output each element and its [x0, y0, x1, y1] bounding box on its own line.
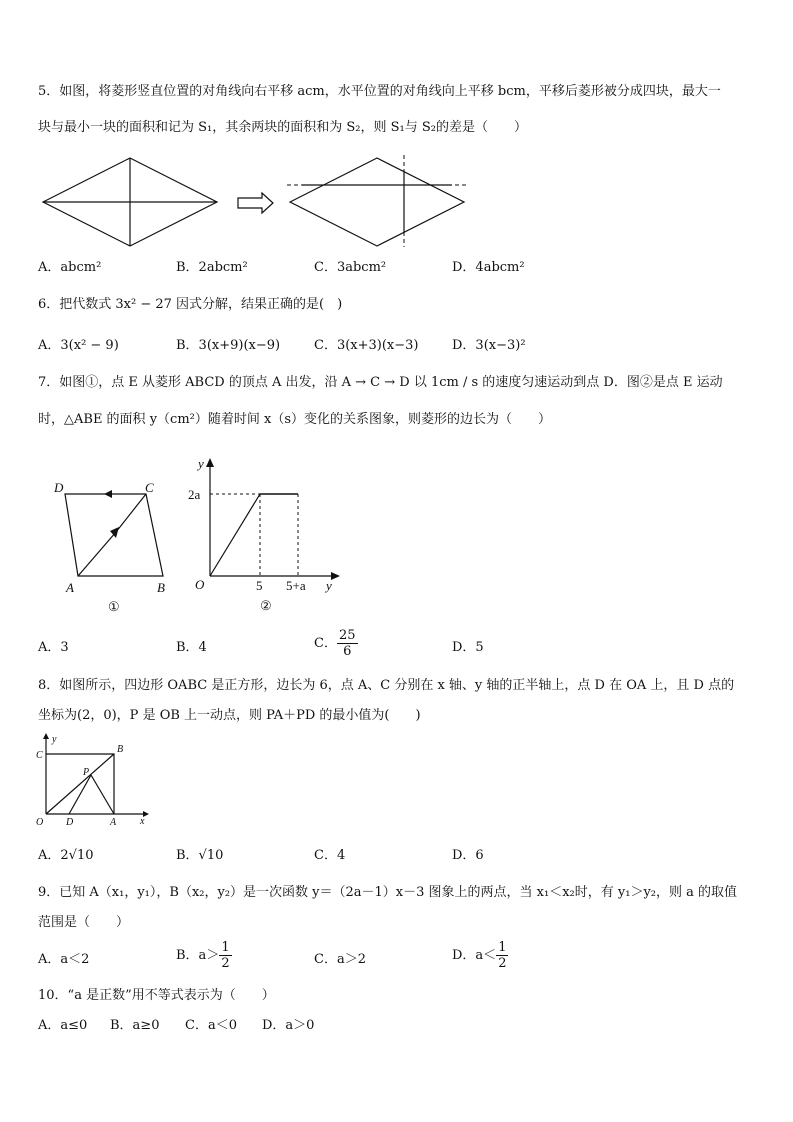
q7-label-c: C: [145, 480, 154, 495]
q8-label-a: A: [110, 817, 117, 827]
q9-option-d-prefix: D．a＜: [452, 948, 497, 963]
q9-option-d[interactable]: [452, 940, 508, 971]
q7-arrow-head-diagonal: [110, 527, 119, 538]
q8-label-d: D: [66, 817, 74, 827]
q7-label-b: B: [157, 580, 165, 595]
q8-stem-line2: 坐标为(2，0)，P 是 OB 上一动点，则 PA＋PD 的最小值为( ): [38, 708, 421, 723]
q10-option-d[interactable]: D．a＞0: [262, 1018, 315, 1033]
q9-stem-line2: 范围是（ ）: [38, 915, 130, 930]
q8-option-a[interactable]: A．2√10: [38, 848, 94, 863]
q6-option-d[interactable]: D．3(x−3)²: [452, 338, 526, 353]
q6-option-b[interactable]: B．3(x+9)(x−9): [176, 338, 281, 353]
q7-graph-y-tick: 2a: [188, 487, 201, 502]
q9-option-b-prefix: B．a＞: [176, 948, 220, 963]
q7-option-c-prefix: C．: [314, 636, 337, 651]
q5-rhombus-shifted: [287, 155, 467, 247]
q6-option-a[interactable]: A．3(x² − 9): [38, 338, 119, 353]
q9-stem-line1: 9．已知 A（x₁，y₁），B（x₂，y₂）是一次函数 y＝（2a－1）x－3 图象上的两点，当 x₁＜x₂时，有 y₁＞y₂，则 a 的取值: [38, 885, 738, 900]
q9-option-d-denominator: 2: [498, 956, 507, 971]
q7-graph-y-axis: y: [198, 456, 204, 471]
q7-label-d: D: [54, 480, 64, 495]
q7-graph-x-tick-5a: 5+a: [286, 578, 306, 593]
q8-label-b: B: [117, 744, 124, 755]
q6-stem: 6．把代数式 3x² − 27 因式分解，结果正确的是( ): [38, 297, 343, 312]
q7-graph-x-tick-5: 5: [256, 578, 263, 593]
q8-stem-line1: 8．如图所示，四边形 OABC 是正方形，边长为 6，点 A、C 分别在 x 轴、y 轴的正半轴上，点 D 在 OA 上，且 D 点的: [38, 678, 735, 693]
q7-figure-2: [186, 452, 346, 617]
q7-arrow-head-top: [104, 490, 112, 498]
q9-option-d-fraction: [496, 940, 508, 971]
q8-label-y: y: [52, 734, 57, 745]
q5-stem-line1: 5．如图，将菱形竖直位置的对角线向右平移 acm，水平位置的对角线向上平移 bcm，平移后菱形被分成四块，最大一: [38, 84, 721, 99]
q7-stem-line1: 7．如图①，点 E 从菱形 ABCD 的顶点 A 出发，沿 A → C → D 以 1cm / s 的速度匀速运动到点 D．图②是点 E 运动: [38, 375, 723, 390]
q9-option-b-numerator: 1: [221, 940, 230, 955]
q8-diagonal-ob: [46, 754, 114, 814]
q8-option-b[interactable]: B．√10: [176, 848, 224, 863]
q10-option-c[interactable]: C．a＜0: [185, 1018, 237, 1033]
q8-label-o: O: [36, 817, 44, 827]
q10-option-a[interactable]: A．a≤0: [38, 1018, 88, 1033]
q8-label-x: x: [140, 816, 145, 827]
q8-label-c: C: [36, 750, 43, 761]
q6-option-c[interactable]: C．3(x+3)(x−3): [314, 338, 419, 353]
q7-option-c-numerator: 25: [338, 628, 356, 643]
q7-caption-2: ②: [260, 598, 272, 613]
q5-arrow-icon: [238, 193, 273, 213]
q7-graph-x-axis: y: [326, 578, 332, 593]
q7-option-c-fraction: [337, 628, 358, 659]
q7-option-d[interactable]: D．5: [452, 640, 484, 655]
q7-option-c[interactable]: [314, 628, 358, 659]
q5-option-a[interactable]: A．abcm²: [38, 260, 102, 275]
q8-segment-pa: [91, 775, 114, 814]
q7-graph-origin: O: [195, 577, 205, 592]
q8-option-c[interactable]: C．4: [314, 848, 346, 863]
q9-option-c[interactable]: C．a＞2: [314, 952, 366, 967]
q8-option-d[interactable]: D．6: [452, 848, 484, 863]
q5-option-c[interactable]: C．3abcm²: [314, 260, 387, 275]
q7-graph-rising-segment: [210, 494, 260, 576]
q5-option-d[interactable]: D．4abcm²: [452, 260, 525, 275]
q5-figure: [30, 150, 480, 250]
q9-option-b[interactable]: [176, 940, 232, 971]
q7-option-b[interactable]: B．4: [176, 640, 207, 655]
q8-figure: [36, 732, 156, 827]
q10-option-b[interactable]: B．a≥0: [110, 1018, 160, 1033]
q7-label-a: A: [66, 580, 74, 595]
q5-stem-line2: 块与最小一块的面积和记为 S₁，其余两块的面积和为 S₂，则 S₁与 S₂的差是（ ）: [38, 120, 527, 135]
q7-diagonal-arrow: [78, 532, 116, 576]
q9-option-b-fraction: [219, 940, 231, 971]
q7-stem-line2: 时，△ABE 的面积 y（cm²）随着时间 x（s）变化的关系图象，则菱形的边长为（ ）: [38, 412, 551, 427]
q10-stem: 10．“a 是正数”用不等式表示为（ ）: [38, 988, 275, 1003]
q5-rhombus-original: [43, 158, 217, 246]
q9-option-a[interactable]: A．a＜2: [38, 952, 90, 967]
q7-figure-1: [46, 474, 186, 616]
q8-label-p: P: [83, 767, 90, 778]
q7-option-c-denominator: 6: [343, 644, 352, 659]
q7-option-a[interactable]: A．3: [38, 640, 69, 655]
q7-caption-1: ①: [108, 599, 120, 614]
q5-option-b[interactable]: B．2abcm²: [176, 260, 248, 275]
q8-segment-pd: [69, 775, 91, 814]
q9-option-b-denominator: 2: [221, 956, 230, 971]
q9-option-d-numerator: 1: [498, 940, 507, 955]
